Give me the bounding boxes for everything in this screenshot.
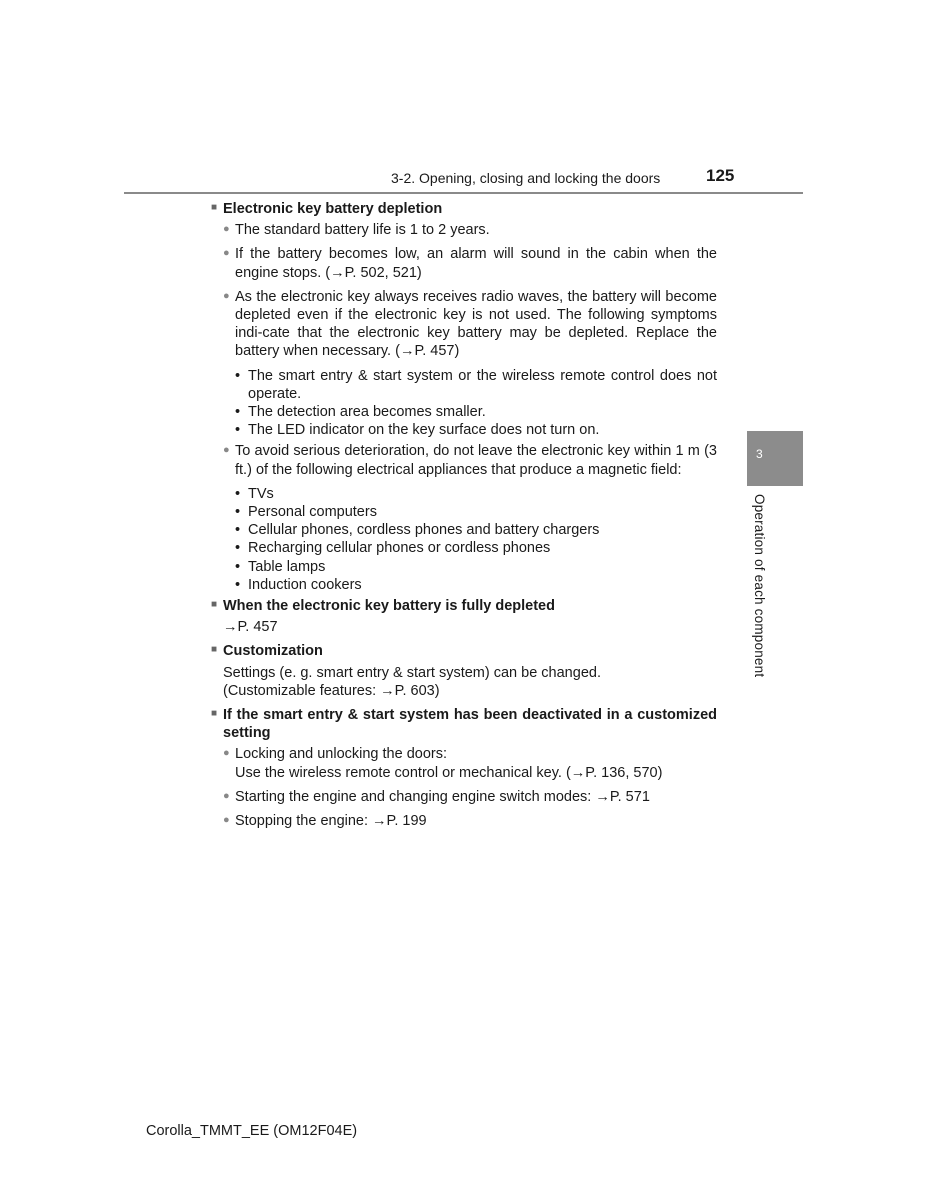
sub-list-item: • The smart entry & start system or the wireless remote control does not operate. bbox=[235, 367, 717, 402]
section-heading: ■ Customization bbox=[211, 643, 323, 660]
list-item: ● Locking and unlocking the doors: Use the wireless remote control or mechanical key. (→P. 136, 570) bbox=[223, 746, 663, 781]
circle-bullet-icon: ● bbox=[223, 223, 230, 236]
dot-bullet-icon: • bbox=[235, 404, 241, 421]
dot-bullet-icon: • bbox=[235, 485, 241, 502]
dot-bullet-icon: • bbox=[235, 540, 241, 557]
square-bullet-icon: ■ bbox=[211, 202, 218, 213]
chapter-tab-number: 3 bbox=[756, 447, 763, 461]
dot-bullet-icon: • bbox=[235, 504, 241, 521]
dot-bullet-icon: • bbox=[235, 367, 241, 384]
page-number: 125 bbox=[706, 166, 735, 185]
chapter-tab-label: Operation of each component bbox=[752, 494, 767, 678]
circle-bullet-icon: ● bbox=[223, 247, 230, 260]
sub-list-item: • Table lamps bbox=[235, 558, 326, 575]
section-heading: ■ If the smart entry & start system has been deactivated in a customized setting bbox=[211, 707, 717, 742]
section-title: 3-2. Opening, closing and locking the doors bbox=[391, 170, 661, 186]
paragraph: (Customizable features: →P. 603) bbox=[223, 682, 440, 699]
sub-list-item: • Cellular phones, cordless phones and battery chargers bbox=[235, 522, 600, 539]
dot-bullet-icon: • bbox=[235, 422, 241, 439]
sub-list-item: • Induction cookers bbox=[235, 576, 362, 593]
paragraph: Settings (e. g. smart entry & start system) can be changed. bbox=[223, 664, 601, 681]
footer-doc-id: Corolla_TMMT_EE (OM12F04E) bbox=[146, 1123, 358, 1139]
circle-bullet-icon: ● bbox=[223, 289, 230, 302]
sub-list-item: • The LED indicator on the key surface does not turn on. bbox=[235, 422, 600, 439]
section-heading: ■ Electronic key battery depletion bbox=[211, 201, 443, 217]
circle-bullet-icon: ● bbox=[223, 789, 230, 802]
sub-list-item: • TVs bbox=[235, 485, 274, 502]
list-item: ● As the electronic key always receives radio waves, the battery will become depleted even if the electronic key is not used. The following symptoms indi-cate that the electronic key battery may be depleted. Replace the battery when necessary. (→P. 457) bbox=[223, 288, 717, 360]
page-content bbox=[211, 200, 717, 830]
circle-bullet-icon: ● bbox=[223, 747, 230, 760]
dot-bullet-icon: • bbox=[235, 558, 241, 575]
square-bullet-icon: ■ bbox=[211, 708, 218, 720]
square-bullet-icon: ■ bbox=[211, 644, 218, 656]
sub-list-item: • Personal computers bbox=[235, 504, 377, 521]
list-item: ● Starting the engine and changing engine switch modes: →P. 571 bbox=[223, 788, 650, 805]
list-item: ● If the battery becomes low, an alarm will sound in the cabin when the engine stops. (→P. 502, 521) bbox=[223, 246, 717, 281]
sub-list-item: • The detection area becomes smaller. bbox=[235, 404, 486, 421]
sub-list-item: • Recharging cellular phones or cordless phones bbox=[235, 540, 551, 557]
circle-bullet-icon: ● bbox=[223, 444, 230, 457]
dot-bullet-icon: • bbox=[235, 576, 241, 593]
list-item: ● Stopping the engine: →P. 199 bbox=[223, 813, 427, 830]
circle-bullet-icon: ● bbox=[223, 814, 230, 827]
list-item: ● To avoid serious deterioration, do not leave the electronic key within 1 m (3 ft.) of the following electrical appliances that produce a magnetic field: bbox=[223, 443, 717, 478]
square-bullet-icon: ■ bbox=[211, 599, 218, 611]
dot-bullet-icon: • bbox=[235, 522, 241, 539]
section-heading: ■ When the electronic key battery is fully depleted bbox=[211, 598, 555, 615]
list-item: ● The standard battery life is 1 to 2 years. bbox=[223, 222, 490, 239]
header-rule bbox=[124, 192, 803, 194]
page-reference: →P. 457 bbox=[223, 619, 278, 636]
